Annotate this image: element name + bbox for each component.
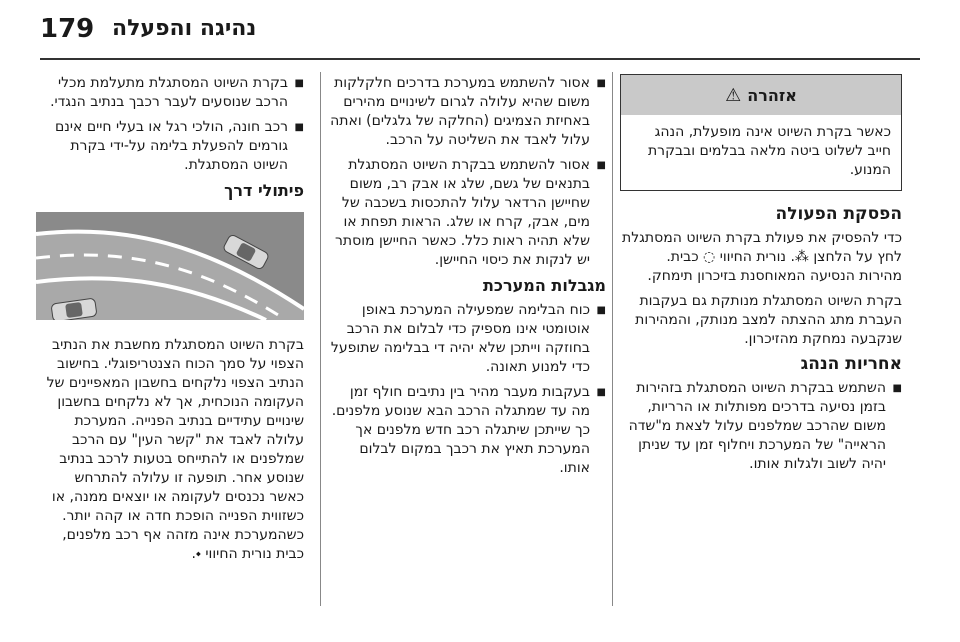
middle-column (330, 74, 606, 484)
curved-road-illustration (36, 212, 304, 320)
road-curves-paragraph: בקרת השיוט המסתגלת מחשבת את הנתיב הצפוי על סמך הכוח הצנטריפוגלי. בחישוב הנתיב הצפוי נלקחים בחשבון המאפיינים של העקומה הנוכחית, אך לא נלקחים בחשבון שינויים עתידיים בנתיב הפנייה. המערכת עלולה לאבד את "קשר העין" עם הרכב שמלפנים או להתייחס בטעות לרכב בנתיב שנוסע אחר. תופעה זו עלולה להתרחש כאשר נכנסים לעקומה או יוצאים ממנה, או כשזווית הפנייה הופכת חדה או קהה יותר. כשהמערכת אינה מזהה אף רכב מלפנים, כבית נורית החיווי ⬩. (46, 337, 304, 562)
warning-triangle-icon: ⚠ (725, 84, 742, 106)
stop-operation-paragraph-2: בקרת השיוט המסתגלת מנותקת גם בעקבות העברת מתג ההצתה למצב מנותק, והמהירות שנקבעה נמחקת מהזיכרון. (635, 293, 902, 347)
warning-header (621, 75, 901, 115)
list-item: ■ אסור להשתמש במערכת בדרכים חלקלקות משום שהיא עלולה לגרום לשינויים מהירים באחיזת הצמיגים (החלקה של גלגלים) ואתה עלול לאבד את השליטה על הרכב. (330, 74, 606, 150)
ignored-objects-list (36, 74, 304, 175)
list-item: ■ רכב חונה, הולכי רגל או בעלי חיים אינם גורמים להפעלת בלימה על-ידי בקרת השיוט המסתגלת. (36, 118, 304, 175)
stop-operation-paragraph-1: כדי להפסיק את פעולת בקרת השיוט המסתגלת לחץ על הלחצן ⁂. נורית החיווי ◌ כבית. מהירות הנסיעה המאוחסנת בזיכרון תימחק. (622, 230, 902, 284)
page-header (0, 0, 960, 62)
list-item: ■ בעקבות מעבר מהיר בין נתיבים חולף זמן מה עד שמתגלה הרכב הבא שנוסע מלפנים. כך שייתכן שיתגלה רכב חדש מלפנים אך המערכת תאיץ את רכבך במקום לבלום אותו. (330, 383, 606, 478)
road-curves-heading: פיתולי דרך (224, 181, 304, 200)
list-item: ■ אסור להשתמש בבקרת השיוט המסתגלת בתנאים של גשם, שלג או אבק רב, משום שחיישן הרדאר עלול להתכסות בשכבה של מים, אבק, קרח או שלג. הראות תפחת או שלא תהיה ראות כלל. כאשר החיישן מוסתר יש לנקות את כיסוי החיישן. (330, 156, 606, 270)
header-rule (40, 58, 920, 60)
page-number: 179 (40, 14, 95, 44)
system-limits-heading: מגבלות המערכת (482, 276, 606, 295)
limits-list (330, 301, 606, 478)
responsibility-list (620, 379, 902, 474)
warning-box (620, 74, 902, 191)
chapter-title: נהיגה והפעלה (112, 16, 257, 41)
stop-operation-heading: הפסקת הפעולה (775, 204, 902, 224)
warning-text: כאשר בקרת השיוט אינה מופעלת, הנהג חייב לשלוט ביטה מלאה בבלמים ובבקרת המנוע. (647, 124, 891, 178)
column-divider-right (612, 72, 613, 606)
restrictions-list (330, 74, 606, 270)
warning-title: אזהרה (747, 85, 797, 105)
left-column (36, 74, 304, 570)
list-item: ■ השתמש בבקרת השיוט המסתגלת בזהירות בזמן נסיעה בדרכים מפותלות או הרריות, משום שהרכב שמלפנים עלול לצאת מ"שדה הראייה" של המערכת ויחלוף זמן עד שניתן יהיה לשוב ולגלות אותו. (620, 379, 902, 474)
driver-responsibility-heading: אחריות הנהג (800, 354, 902, 374)
list-item: ■ בקרת השיוט המסתגלת מתעלמת מכלי הרכב שנוסעים לעבר רכבך בנתיב הנגדי. (36, 74, 304, 112)
right-column (620, 74, 902, 480)
list-item: ■ כוח הבלימה שמפעילה המערכת באופן אוטומטי אינו מספיק כדי לבלום את הרכב בחוזקה וייתכן שלא יהיה די בבלימה שתופעל כדי למנוע תאונה. (330, 301, 606, 377)
column-divider-left (320, 72, 321, 606)
